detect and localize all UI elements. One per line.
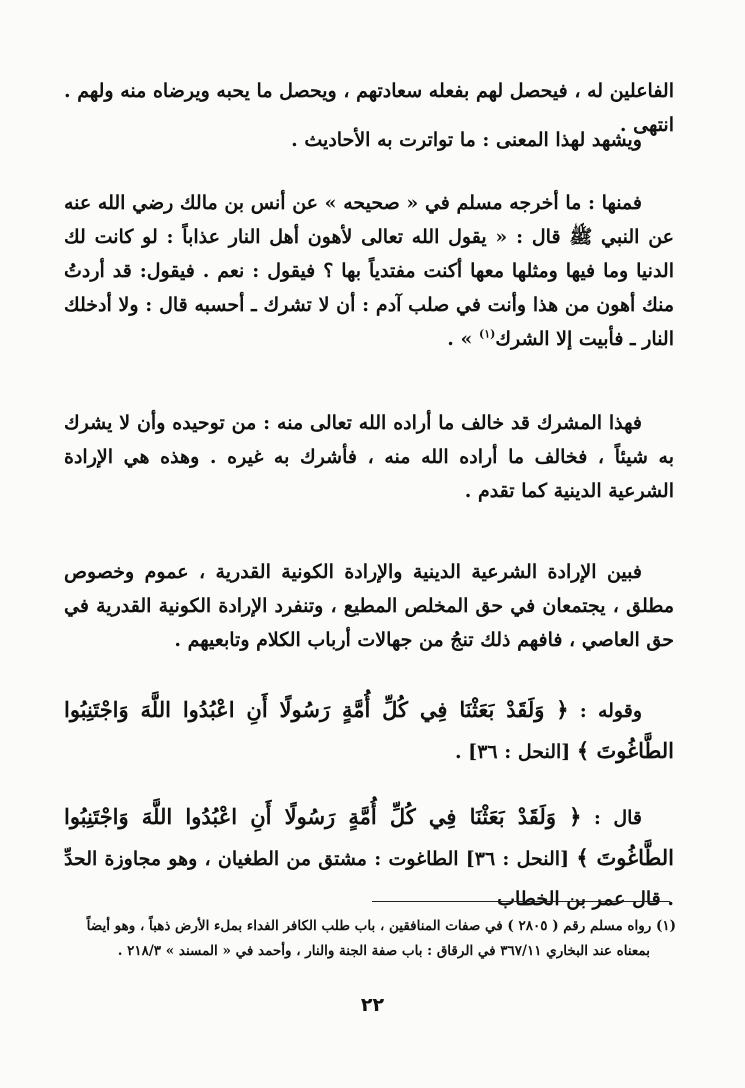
paragraph-3 — [64, 186, 674, 356]
footnote-divider — [372, 901, 670, 902]
paragraph-3-text — [64, 186, 674, 356]
paragraph-1-text: الفاعلين له ، فيحصل لهم بفعله سعادتهم ، ويحصل ما يحبه ويرضاه منه ولهم . انتهى . — [64, 80, 674, 136]
paragraph-6-text — [64, 690, 674, 772]
paragraph-6-intro: وقوله : — [568, 700, 642, 722]
quran-verse: ﴿ وَلَقَدْ بَعَثْنَا فِي كُلِّ أُمَّةٍ رَسُولًا أَنِ اعْبُدُوا اللَّهَ وَاجْتَنِبُوا الطَّاغُوتَ ﴾ — [64, 804, 674, 870]
footnote-1-line-2: بمعناه عند البخاري ٣٦٧/١١ في الرقاق : باب صفة الجنة والنار ، وأحمد في « المسند » ٢١٨/٣ . — [117, 943, 650, 959]
footnote-1-line-1: (١) رواه مسلم رقم ( ٢٨٠٥ ) في صفات المنافقين ، باب طلب الكافر الفداء بملء الأرض ذهباً ، وهو أيضاً — [86, 918, 676, 934]
footnote-ref: (١) — [479, 327, 496, 341]
hadith-end: » . — [447, 328, 480, 350]
paragraph-4-text: فهذا المشرك قد خالف ما أراده الله تعالى منه : من توحيده وأن لا يشرك به شيئاً ، فخالف ما أراده الله منه ، فأشرك به غيره . وهذه هي الإرادة الشرعية الدينية كما تقدم . — [64, 412, 674, 502]
paragraph-7-intro: قال : — [581, 807, 642, 829]
paragraph-2 — [64, 123, 674, 157]
paragraph-5-text: فبين الإرادة الشرعية الدينية والإرادة الكونية القدرية ، عموم وخصوص مطلق ، يجتمعان في حق المخلص المطيع ، وتنفرد الإرادة الكونية القدرية في حق العاصي ، فافهم ذلك تنجُ من جهالات أرباب الكلام وتابعيهم . — [64, 561, 674, 651]
verse-citation: [النحل : ٣٦] . — [454, 741, 577, 763]
paragraph-7-rest: [النحل : ٣٦] الطاغوت : مشتق من الطغيان ، وهو مجاوزة الحدِّ . قال عمر بن الخطاب — [64, 848, 674, 910]
page-number: ٢٢ — [360, 994, 385, 1016]
quran-verse: ﴿ وَلَقَدْ بَعَثْنَا فِي كُلِّ أُمَّةٍ رَسُولًا أَنِ اعْبُدُوا اللَّهَ وَاجْتَنِبُوا الطَّاغُوتَ ﴾ — [64, 697, 674, 763]
paragraph-2-text: ويشهد لهذا المعنى : ما تواترت به الأحاديث . — [291, 129, 642, 151]
paragraph-6 — [64, 690, 674, 772]
footnotes — [64, 914, 676, 964]
paragraph-5 — [64, 555, 674, 657]
hadith-text: فمنها : ما أخرجه مسلم في « صحيحه » عن أنس بن مالك رضي الله عنه عن النبي ﷺ قال : « يقول الله تعالى لأهون أهل النار عذاباً : لو كانت لك الدنيا وما فيها ومثلها معها أكنت مفتدياً بها ؟ فيقول : نعم . فيقول: قد أردتُ منك أهون من هذا وأنت في صلب آدم : أن لا تشرك ـ أحسبه قال : ولا أدخلك النار ـ فأبيت إلا الشرك — [64, 192, 674, 350]
paragraph-4 — [64, 406, 674, 508]
